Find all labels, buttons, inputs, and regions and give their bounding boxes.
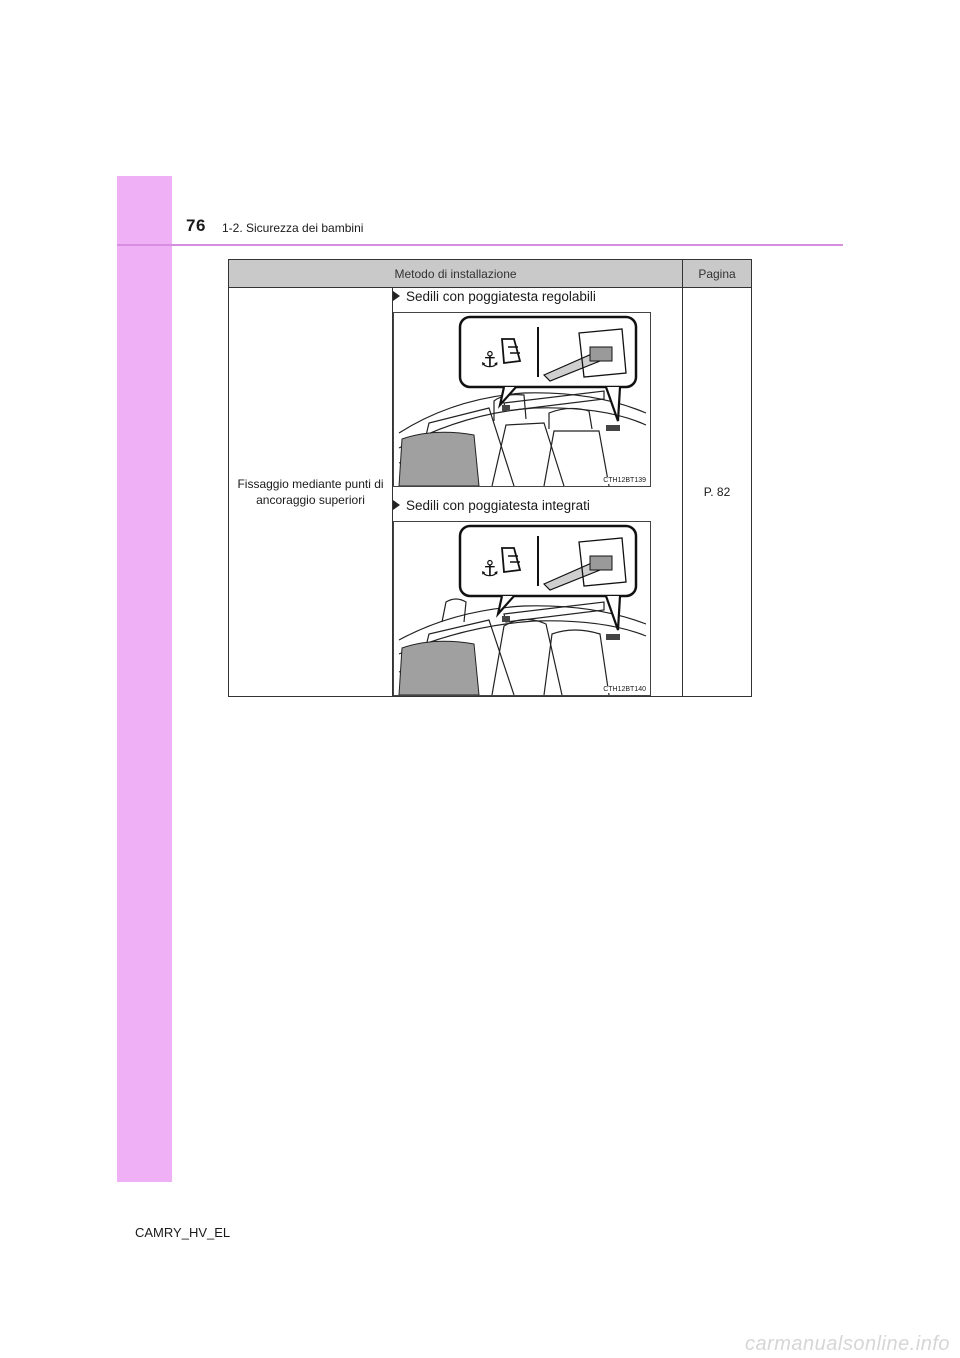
page-number: 76 — [186, 216, 206, 235]
rear-seat-anchor-illustration — [394, 522, 650, 695]
table-header-row — [229, 260, 752, 288]
item-label: Sedili con poggiatesta integrati — [406, 497, 590, 513]
figure-code: CTH12BT139 — [603, 477, 646, 484]
bullet-triangle-icon — [393, 291, 400, 301]
section-title: 1-2. Sicurezza dei bambini — [222, 221, 364, 235]
items-cell — [393, 288, 683, 697]
model-code: CAMRY_HV_EL — [135, 1225, 231, 1240]
svg-text:⚓: ⚓ — [480, 557, 500, 582]
figure-code: CTH12BT140 — [603, 686, 646, 693]
installation-table — [228, 259, 752, 697]
column-header-method: Metodo di installazione — [229, 260, 683, 288]
list-item — [393, 497, 682, 513]
list-item — [393, 288, 682, 304]
item-label: Sedili con poggiatesta regolabili — [406, 288, 596, 304]
illustration-adjustable-headrest — [393, 312, 651, 487]
page-reference: P. 82 — [683, 288, 752, 697]
side-tab-band — [117, 176, 172, 1182]
svg-text:⚓: ⚓ — [480, 348, 500, 373]
column-header-page: Pagina — [683, 260, 752, 288]
rear-seat-anchor-illustration — [394, 313, 650, 486]
header-divider — [117, 244, 843, 246]
illustration-integrated-headrest — [393, 521, 651, 696]
bullet-triangle-icon — [393, 500, 400, 510]
method-cell: Fissaggio mediante punti di ancoraggio superiori — [229, 288, 393, 697]
table-row — [229, 288, 752, 697]
watermark: carmanualsonline.info — [744, 1333, 950, 1355]
